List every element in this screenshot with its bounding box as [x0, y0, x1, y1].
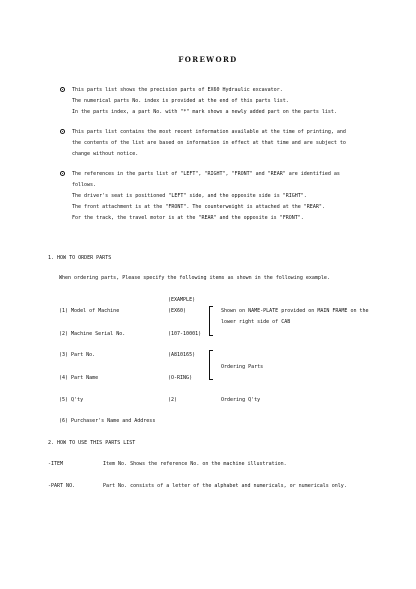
paragraph-1-line-2: The numerical parts No. index is provided at the end of this parts list. [72, 98, 289, 104]
brace-2 [209, 350, 213, 380]
bullet-icon [60, 171, 65, 176]
paragraph-3-line-5: For the track, the travel motor is at the "REAR" and the opposite is "FRONT". [72, 215, 304, 221]
bullet-icon [60, 87, 65, 92]
paragraph-3-line-4: The front attachment is at the "FRONT". The counterweight is attached at the "REAR". [72, 204, 325, 210]
section-1-heading: 1. HOW TO ORDER PARTS [48, 255, 112, 261]
nameplate-note-line-2: lower right side of CAB [221, 319, 291, 325]
bullet-icon [60, 129, 65, 134]
paragraph-2-line-1: This parts list contains the most recent information available at the time of printing, and [72, 129, 346, 135]
item-description: Item No. Shows the reference No. on the machine illustration. [103, 461, 287, 467]
section-2-heading: 2. HOW TO USE THIS PARTS LIST [48, 440, 136, 446]
partno-label: (3) Part No. [59, 352, 96, 358]
paragraph-2-line-3: change without notice. [72, 151, 139, 157]
example-label: (EXAMPLE) [168, 297, 196, 303]
page-title: FOREWORD [178, 55, 238, 64]
model-label: (1) Model of Machine [59, 308, 120, 314]
partno-value: (A810165) [168, 352, 196, 358]
paragraph-1-line-1: This parts list shows the precision parts of EX60 Hydraulic excavator. [72, 87, 283, 93]
qty-label: (5) Q'ty [59, 397, 84, 403]
partno-description: Part No. consists of a letter of the alphabet and numericals, or numericals only. [103, 483, 347, 489]
partname-label: (4) Part Name [59, 375, 99, 381]
nameplate-note-line-1: Shown on NAME-PLATE provided on MAIN FRAME on the [221, 308, 369, 314]
purchaser-label: (6) Purchaser's Name and Address [59, 418, 156, 424]
serial-value: (107-10001) [168, 331, 202, 337]
serial-label: (2) Machine Serial No. [59, 331, 126, 337]
section-1-intro: When ordering parts, Please specify the following items as shown in the following example. [59, 275, 330, 281]
model-value: (EX60) [168, 308, 187, 314]
item-term: -ITEM [48, 461, 64, 467]
paragraph-2-line-2: the contents of the list are based on information in effect at that time and are subject to [72, 140, 346, 146]
brace-1 [209, 306, 213, 336]
partname-value: (O-RING) [168, 375, 193, 381]
paragraph-3-line-1: The references in the parts list of "LEFT", "RIGHT", "FRONT" and "REAR" are identified as [72, 171, 340, 177]
partno-term: -PART NO. [48, 483, 76, 489]
paragraph-3-line-3: The driver's seat is positioned "LEFT" side, and the opposite side is "RIGHT". [72, 193, 307, 199]
qty-value: (2) [168, 397, 178, 403]
paragraph-1-line-3: In the parts index, a part No. with "*" mark shows a newly added part on the parts list. [72, 109, 337, 115]
paragraph-3-line-2: follows. [72, 182, 97, 188]
ordering-qty-note: Ordering Q'ty [221, 397, 261, 403]
ordering-parts-note: Ordering Parts [221, 364, 264, 370]
